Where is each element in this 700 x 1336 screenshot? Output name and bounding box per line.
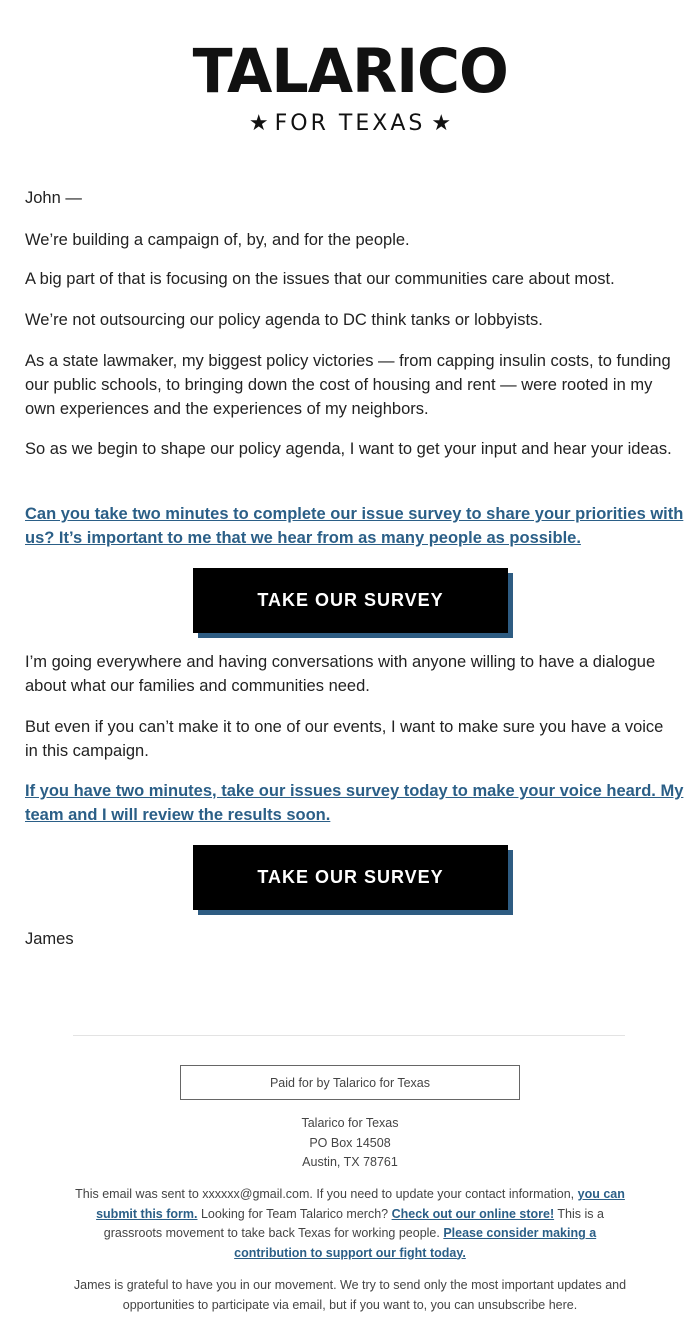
paragraph: As a state lawmaker, my biggest policy victories — from capping insulin costs, to funding our public schools, to bringing down the cost of housing and rent — were rooted in my own experiences and the experiences of my neighbors.: [25, 352, 671, 418]
take-survey-button[interactable]: TAKE OUR SURVEY: [193, 568, 508, 633]
donate-link[interactable]: Please consider making a contribution to support our fight today.: [234, 1226, 597, 1260]
take-survey-button[interactable]: TAKE OUR SURVEY: [193, 845, 508, 910]
paragraph: So as we begin to shape our policy agenda, I want to get your input and hear your ideas.: [25, 440, 672, 458]
survey-link[interactable]: Can you take two minutes to complete our issue survey to share your priorities with us? It’s important to me that we hear from as many people as possible.: [25, 505, 684, 547]
star-icon: ★: [248, 111, 269, 136]
online-store-link[interactable]: Check out our online store!: [391, 1206, 555, 1221]
logo-tagline: FOR TEXAS: [274, 111, 426, 136]
paragraph: A big part of that is focusing on the issues that our communities care about most.: [25, 270, 615, 288]
mailing-address: [0, 1114, 700, 1173]
paragraph: We’re building a campaign of, by, and for the people.: [25, 231, 410, 249]
notice-text: This email was sent to xxxxxx@gmail.com. If you need to update your contact information,: [75, 1187, 578, 1201]
address-line: Talarico for Texas: [301, 1116, 399, 1130]
update-contact-link[interactable]: you can submit this form.: [96, 1187, 625, 1221]
paid-for-disclaimer: Paid for by Talarico for Texas: [180, 1065, 520, 1100]
campaign-logo: [0, 38, 700, 138]
notice-text: Looking for Team Talarico merch?: [197, 1206, 392, 1221]
survey-button-wrap: [193, 845, 513, 915]
star-icon: ★: [431, 111, 452, 136]
signature: James: [25, 930, 74, 948]
paragraph: We’re not outsourcing our policy agenda to DC think tanks or lobbyists.: [25, 311, 543, 329]
address-line: PO Box 14508: [309, 1135, 391, 1150]
paragraph: But even if you can’t make it to one of our events, I want to make sure you have a voice in this campaign.: [25, 718, 664, 760]
survey-link[interactable]: If you have two minutes, take our issues survey today to make your voice heard. My team and I will review the results soon.: [25, 782, 684, 824]
address-line: Austin, TX 78761: [302, 1155, 398, 1169]
survey-button-wrap: [193, 568, 513, 638]
logo-tagline-row: [0, 110, 700, 138]
greeting: John —: [25, 189, 82, 207]
notice-text: This is a grassroots movement to take back Texas for working people.: [103, 1206, 604, 1240]
footer-notice: [70, 1185, 630, 1263]
footer-divider: [73, 1035, 625, 1036]
paragraph: I’m going everywhere and having conversations with anyone willing to have a dialogue about what our families and communities need.: [25, 653, 656, 695]
footer-closing: James is grateful to have you in our movement. We try to send only the most important updates and opportunities to participate via email, but if you want to, you can unsubscribe here.: [73, 1278, 627, 1312]
logo-name: TALARICO: [192, 36, 508, 107]
